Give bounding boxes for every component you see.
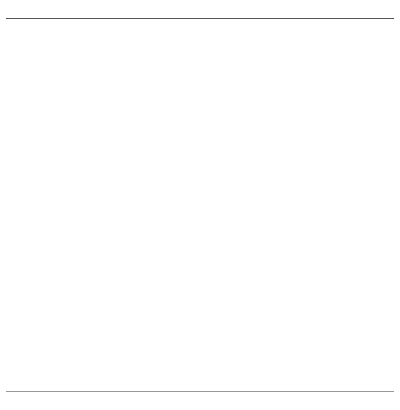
document-title (40, 34, 360, 44)
question-option (14, 225, 386, 235)
question-stem (14, 140, 386, 150)
question-option (14, 160, 386, 170)
question-item (14, 215, 386, 286)
question-option (14, 180, 386, 190)
question-stem (14, 365, 386, 375)
section-heading (14, 50, 386, 60)
question-option (14, 245, 386, 255)
question-option (14, 321, 386, 331)
document-body (14, 50, 386, 388)
question-stem (14, 290, 386, 300)
page-footer (6, 391, 394, 406)
question-option (14, 386, 386, 388)
question-option (14, 376, 386, 386)
explanation-text (14, 125, 386, 135)
explanation-text (14, 276, 386, 286)
question-option (14, 74, 386, 84)
page-header (6, 6, 394, 19)
answer-line (14, 341, 386, 351)
question-stem (14, 215, 386, 225)
answer-line (14, 190, 386, 200)
question-option (14, 235, 386, 245)
question-option (14, 170, 386, 180)
question-item (14, 290, 386, 361)
question-item (14, 365, 386, 388)
question-option (14, 85, 386, 95)
explanation-text (14, 201, 386, 211)
question-option (14, 311, 386, 321)
question-option (14, 256, 386, 266)
explanation-text (14, 351, 386, 361)
question-item (14, 140, 386, 211)
question-option (14, 150, 386, 160)
question-option (14, 331, 386, 341)
answer-line (14, 266, 386, 276)
question-stem (14, 64, 386, 74)
question-item (14, 64, 386, 135)
answer-line (14, 115, 386, 125)
question-option (14, 95, 386, 105)
question-option (14, 300, 386, 310)
question-list (14, 64, 386, 388)
question-option (14, 105, 386, 115)
